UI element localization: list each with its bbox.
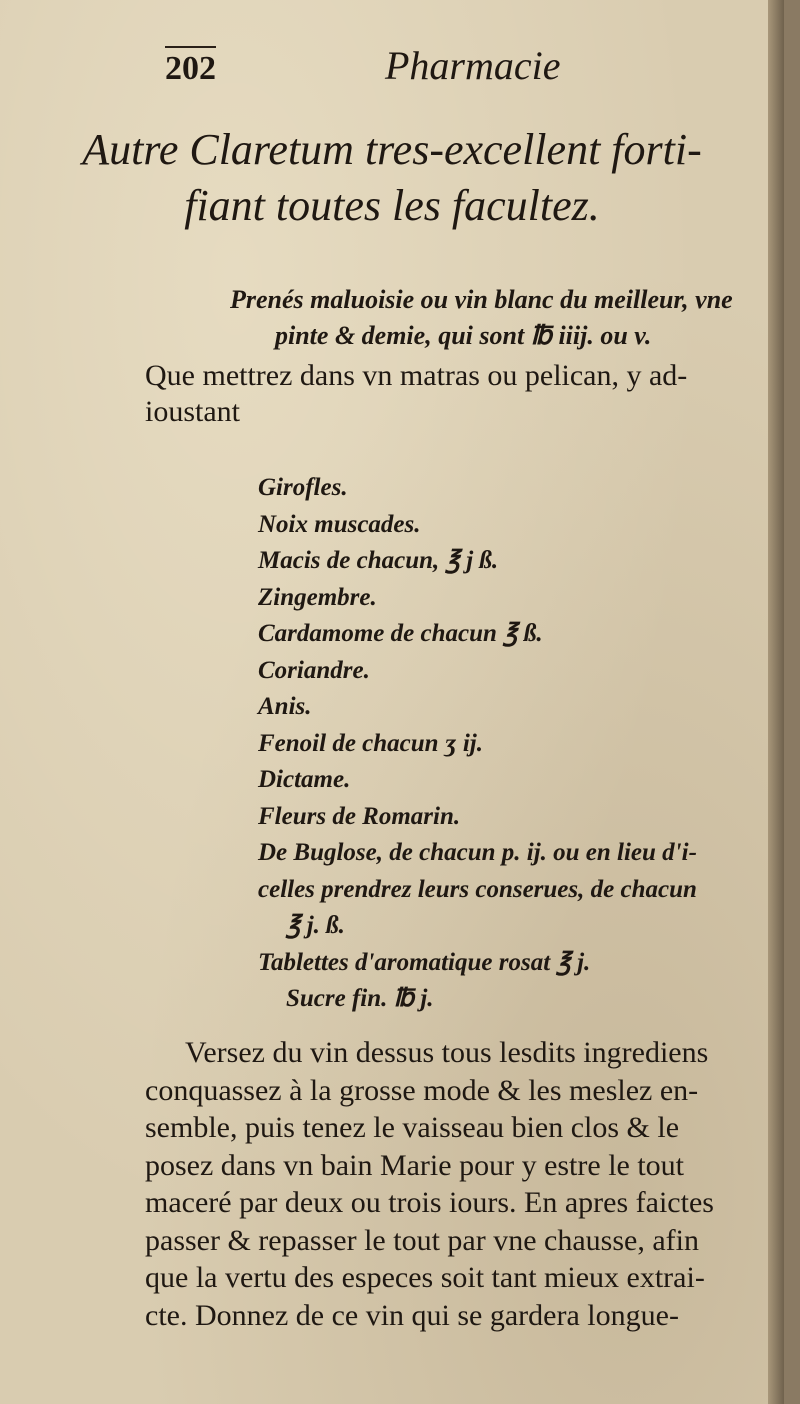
ingredient-item: Girofles. [258, 474, 348, 501]
intro-line: Prenés maluoisie ou vin blanc du meilleur, vne [230, 285, 733, 314]
body-line: semble, puis tenez le vaisseau bien clos & le [145, 1111, 680, 1144]
intro-paragraph [145, 282, 765, 354]
body-line: passer & repasser le tout par vne chausse, afin [145, 1223, 699, 1257]
title-line: fiant toutes les facultez. [184, 181, 600, 230]
ingredient-item: Coriandre. [258, 656, 370, 684]
ingredient-item: Zingembre. [258, 583, 377, 611]
body-line: conquassez à la grosse mode & les meslez en- [145, 1073, 699, 1107]
page-header [0, 40, 784, 100]
intro-line: pinte & demie, qui sont ℔ iiij. ou v. [275, 321, 652, 350]
ingredient-item: De Buglose, de chacun p. ij. ou en lieu d'i- [258, 839, 697, 866]
body-line: Que mettrez dans vn matras ou pelican, y ad- [145, 359, 688, 392]
ingredient-item: Dictame. [258, 766, 351, 793]
page-number: 202 [165, 46, 216, 90]
ingredient-item: Cardamome de chacun ℥ ß. [258, 620, 543, 647]
title-line: Autre Claretum tres-excellent forti- [82, 125, 702, 174]
ingredient-item: Tablettes d'aromatique rosat ℥ j. [258, 948, 591, 976]
recipe-title [0, 122, 784, 234]
body-line: cte. Donnez de ce vin qui se gardera longue- [145, 1298, 679, 1332]
body-line: que la vertu des especes soit tant mieux extrai- [145, 1261, 705, 1294]
ingredient-item: Anis. [258, 693, 312, 720]
ingredient-item: celles prendrez leurs conserues, de chacun [258, 875, 697, 903]
ingredient-item: Noix muscades. [258, 510, 421, 538]
running-head: Pharmacie [385, 43, 561, 88]
body-paragraph-2 [145, 1034, 765, 1334]
ingredient-item: Fleurs de Romarin. [258, 802, 461, 830]
ingredient-list [258, 470, 758, 1018]
ingredient-item: Sucre fin. ℔ j. [286, 985, 434, 1012]
body-line: ioustant [145, 395, 240, 428]
body-line: Versez du vin dessus tous lesdits ingrediens [185, 1036, 709, 1069]
body-line: posez dans vn bain Marie pour y estre le tout [145, 1148, 685, 1182]
ingredient-item: ℥ j. ß. [286, 912, 345, 939]
body-paragraph-1 [145, 358, 765, 430]
body-line: maceré par deux ou trois iours. En apres faictes [145, 1186, 714, 1219]
ingredient-item: Macis de chacun, ℥ j ß. [258, 547, 499, 574]
ingredient-item: Fenoil de chacun ʒ ij. [258, 729, 483, 757]
